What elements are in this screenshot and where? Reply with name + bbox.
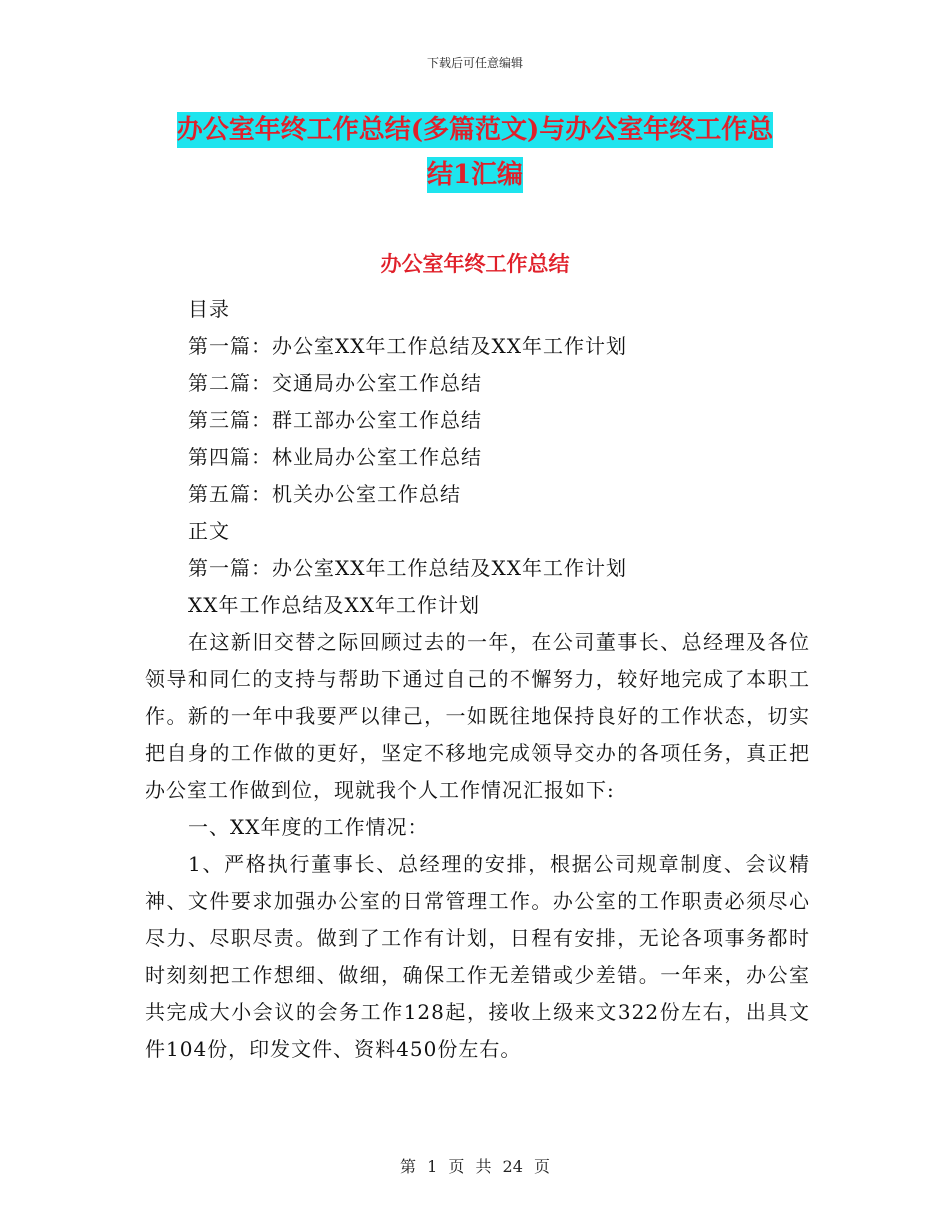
toc-item: 第一篇：办公室XX年工作总结及XX年工作计划 bbox=[188, 334, 627, 358]
section-heading: 办公室年终工作总结 bbox=[380, 251, 570, 276]
document-title bbox=[140, 108, 810, 198]
toc-item: 第五篇：机关办公室工作总结 bbox=[188, 482, 461, 506]
body-label: 正文 bbox=[188, 519, 230, 543]
page-number: 第 1 页 共 24 页 bbox=[400, 1157, 550, 1176]
doc-subtitle: XX年工作总结及XX年工作计划 bbox=[188, 593, 480, 617]
toc-label: 目录 bbox=[188, 297, 230, 321]
document-body bbox=[145, 291, 810, 1068]
toc-item: 第二篇：交通局办公室工作总结 bbox=[188, 371, 482, 395]
chapter-title: 第一篇：办公室XX年工作总结及XX年工作计划 bbox=[188, 556, 627, 580]
toc-item: 第三篇：群工部办公室工作总结 bbox=[188, 408, 482, 432]
section-1-heading: 一、XX年度的工作情况： bbox=[188, 815, 429, 839]
intro-paragraph: 在这新旧交替之际回顾过去的一年，在公司董事长、总经理及各位领导和同仁的支持与帮助下通过自己的不懈努力，较好地完成了本职工作。新的一年中我要严以律己，一如既往地保持良好的工作状态，切实把自身的工作做的更好，坚定不移地完成领导交办的各项任务，真正把办公室工作做到位，现就我个人工作情况汇报如下: bbox=[145, 630, 810, 802]
title-line-2: 结1汇编 bbox=[427, 157, 523, 193]
toc-item: 第四篇：林业局办公室工作总结 bbox=[188, 445, 482, 469]
item-1-paragraph: 1、严格执行董事长、总经理的安排，根据公司规章制度、会议精神、文件要求加强办公室的日常管理工作。办公室的工作职责必须尽心尽力、尽职尽责。做到了工作有计划，日程有安排，无论各项事务都时时刻刻把工作想细、做细，确保工作无差错或少差错。一年来，办公室共完成大小会议的会务工作128起，接收上级来文322份左右，出具文件104份，印发文件、资料450份左右。 bbox=[145, 852, 810, 1061]
header-note: 下载后可任意编辑 bbox=[426, 56, 523, 70]
title-line-1: 办公室年终工作总结(多篇范文)与办公室年终工作总 bbox=[177, 112, 774, 148]
